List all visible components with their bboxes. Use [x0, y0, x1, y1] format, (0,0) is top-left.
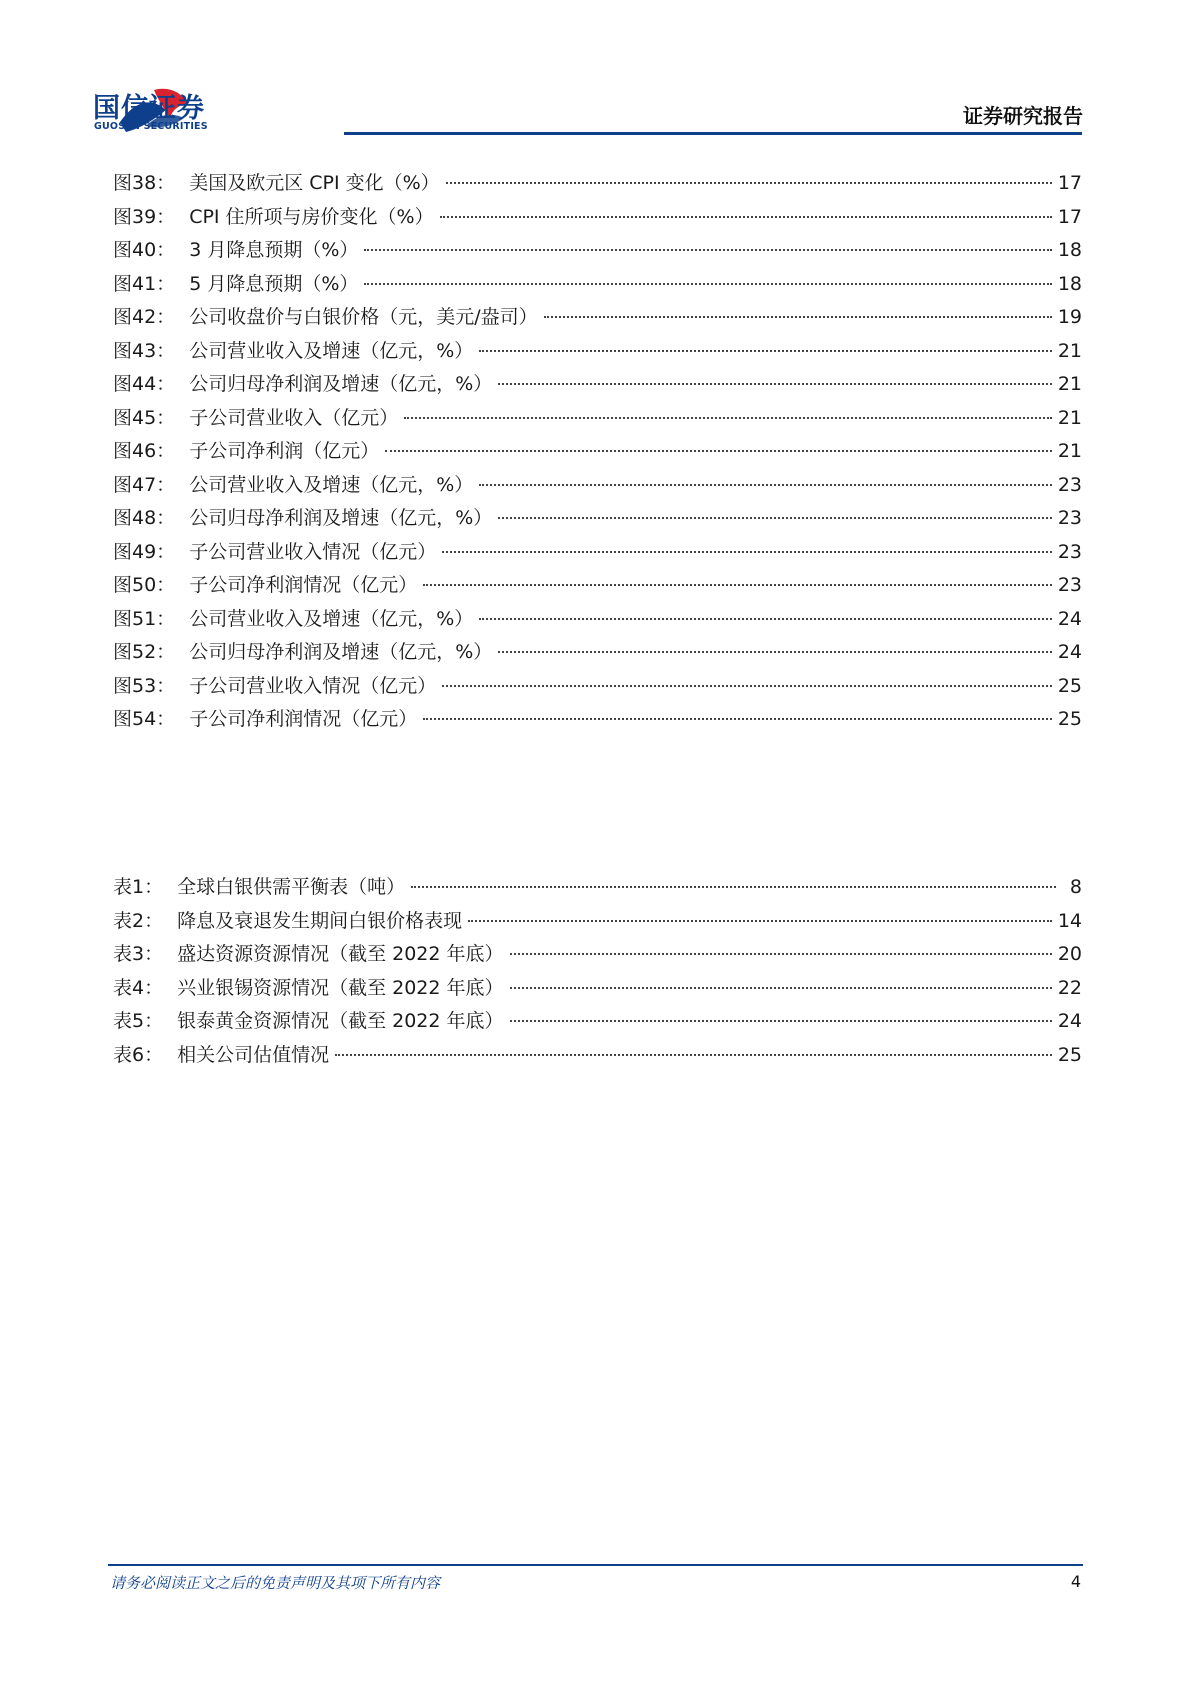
- toc-entry-title: 相关公司估值情况: [177, 1043, 330, 1066]
- toc-entry-page: 25: [1057, 1043, 1082, 1066]
- toc-entry-label: 图46：: [113, 440, 176, 462]
- toc-entry-title: 公司收盘价与白银价格（元，美元/盎司）: [189, 306, 538, 328]
- header-divider: [344, 132, 1082, 135]
- toc-dot-leader: [423, 718, 1052, 720]
- figure-toc-entry[interactable]: [113, 369, 1082, 403]
- toc-entry-page: 18: [1057, 272, 1082, 295]
- toc-dot-leader: [440, 216, 1052, 218]
- toc-entry-page: 23: [1057, 507, 1082, 529]
- toc-entry-title: 公司归母净利润及增速（亿元，%）: [189, 641, 493, 663]
- toc-entry-label: 图49：: [113, 540, 176, 563]
- toc-dot-leader: [446, 182, 1052, 184]
- toc-entry-page: 17: [1057, 205, 1082, 228]
- toc-entry-title: 公司归母净利润及增速（亿元，%）: [189, 507, 493, 529]
- toc-entry-label: 图44：: [113, 373, 176, 395]
- toc-entry-label: 图42：: [113, 306, 176, 328]
- toc-entry-label: 图39：: [113, 205, 176, 228]
- toc-entry-label: 表5：: [113, 1010, 164, 1032]
- toc-dot-leader: [498, 517, 1052, 519]
- toc-entry-page: 24: [1057, 607, 1082, 630]
- figure-toc-entry[interactable]: [113, 302, 1082, 336]
- toc-entry-label: 表2：: [113, 909, 164, 932]
- toc-dot-leader: [404, 417, 1052, 419]
- figures-toc-list: [113, 168, 1082, 738]
- toc-entry-title: 5 月降息预期（%）: [189, 272, 359, 295]
- toc-entry-label: 表3：: [113, 943, 164, 965]
- toc-entry-title: 子公司净利润（亿元）: [189, 440, 380, 462]
- tables-toc-list: [113, 872, 1082, 1073]
- toc-dot-leader: [442, 551, 1052, 553]
- footer-disclaimer: 请务必阅读正文之后的免责声明及其项下所有内容: [110, 1574, 441, 1592]
- toc-dot-leader: [479, 618, 1052, 620]
- toc-entry-title: 全球白银供需平衡表（吨）: [177, 876, 406, 898]
- toc-dot-leader: [468, 920, 1052, 922]
- toc-entry-label: 图51：: [113, 607, 176, 630]
- figure-toc-entry[interactable]: [113, 570, 1082, 604]
- toc-entry-page: 14: [1057, 909, 1082, 932]
- toc-entry-label: 图45：: [113, 406, 176, 429]
- toc-entry-title: 盛达资源资源情况（截至 2022 年底）: [177, 943, 504, 965]
- toc-entry-title: 公司营业收入及增速（亿元，%）: [189, 607, 474, 630]
- toc-entry-label: 图53：: [113, 674, 176, 697]
- table-toc-entry[interactable]: [113, 973, 1082, 1007]
- toc-dot-leader: [335, 1054, 1052, 1056]
- toc-entry-page: 19: [1057, 306, 1082, 328]
- toc-entry-label: 图52：: [113, 641, 176, 663]
- figure-toc-entry[interactable]: [113, 336, 1082, 370]
- toc-entry-title: CPI 住所项与房价变化（%）: [189, 205, 434, 228]
- toc-entry-label: 图38：: [113, 172, 176, 194]
- toc-entry-page: 25: [1057, 708, 1082, 730]
- toc-entry-page: 23: [1057, 540, 1082, 563]
- toc-entry-page: 17: [1057, 172, 1082, 194]
- toc-entry-title: 子公司营业收入（亿元）: [189, 406, 399, 429]
- toc-entry-title: 公司营业收入及增速（亿元，%）: [189, 339, 474, 362]
- toc-entry-label: 图40：: [113, 239, 176, 261]
- toc-entry-page: 21: [1057, 406, 1082, 429]
- toc-entry-title: 3 月降息预期（%）: [189, 239, 359, 261]
- toc-entry-page: 25: [1057, 674, 1082, 697]
- toc-entry-title: 银泰黄金资源情况（截至 2022 年底）: [177, 1010, 504, 1032]
- page-number: 4: [1070, 1572, 1081, 1591]
- figure-toc-entry[interactable]: [113, 269, 1082, 303]
- toc-dot-leader: [364, 249, 1051, 251]
- figure-toc-entry[interactable]: [113, 604, 1082, 638]
- figure-toc-entry[interactable]: [113, 235, 1082, 269]
- toc-entry-page: 20: [1057, 943, 1082, 965]
- toc-entry-title: 子公司营业收入情况（亿元）: [189, 674, 437, 697]
- footer-divider: [108, 1564, 1083, 1566]
- toc-entry-page: 23: [1057, 574, 1082, 596]
- toc-entry-page: 8: [1069, 876, 1082, 898]
- toc-entry-page: 23: [1057, 473, 1082, 496]
- toc-entry-label: 图50：: [113, 574, 176, 596]
- figure-toc-entry[interactable]: [113, 168, 1082, 202]
- toc-entry-label: 图47：: [113, 473, 176, 496]
- toc-entry-label: 表4：: [113, 976, 164, 999]
- toc-entry-page: 22: [1057, 976, 1082, 999]
- toc-entry-page: 21: [1057, 440, 1082, 462]
- table-toc-entry[interactable]: [113, 1006, 1082, 1040]
- toc-dot-leader: [510, 953, 1052, 955]
- figure-toc-entry[interactable]: [113, 470, 1082, 504]
- figure-toc-entry[interactable]: [113, 537, 1082, 571]
- toc-dot-leader: [442, 685, 1052, 687]
- toc-dot-leader: [479, 350, 1052, 352]
- toc-dot-leader: [510, 1020, 1052, 1022]
- figure-toc-entry[interactable]: [113, 637, 1082, 671]
- figure-toc-entry[interactable]: [113, 436, 1082, 470]
- toc-entry-title: 子公司营业收入情况（亿元）: [189, 540, 437, 563]
- table-toc-entry[interactable]: [113, 939, 1082, 973]
- toc-entry-title: 子公司净利润情况（亿元）: [189, 574, 418, 596]
- report-type-label: 证券研究报告: [963, 104, 1083, 128]
- toc-entry-page: 21: [1057, 339, 1082, 362]
- figure-toc-entry[interactable]: [113, 704, 1082, 738]
- toc-dot-leader: [544, 316, 1052, 318]
- logo-english-text: GUOSEN SECURITIES: [94, 121, 208, 132]
- figure-toc-entry[interactable]: [113, 403, 1082, 437]
- toc-dot-leader: [510, 987, 1052, 989]
- figure-toc-entry[interactable]: [113, 671, 1082, 705]
- logo-chinese-text: 国信证券: [93, 93, 205, 124]
- table-toc-entry[interactable]: [113, 872, 1082, 906]
- toc-entry-label: 表1：: [113, 876, 164, 898]
- table-toc-entry[interactable]: [113, 1040, 1082, 1074]
- toc-dot-leader: [479, 484, 1052, 486]
- toc-dot-leader: [411, 886, 1056, 888]
- page-header: [0, 0, 1191, 140]
- figure-toc-entry[interactable]: [113, 202, 1082, 236]
- toc-dot-leader: [364, 283, 1051, 285]
- toc-entry-label: 表6：: [113, 1043, 164, 1066]
- toc-entry-title: 子公司净利润情况（亿元）: [189, 708, 418, 730]
- toc-dot-leader: [423, 584, 1052, 586]
- toc-dot-leader: [498, 383, 1052, 385]
- toc-entry-title: 公司归母净利润及增速（亿元，%）: [189, 373, 493, 395]
- toc-dot-leader: [385, 450, 1052, 452]
- toc-entry-label: 图43：: [113, 339, 176, 362]
- toc-entry-title: 降息及衰退发生期间白银价格表现: [177, 909, 463, 932]
- toc-entry-page: 21: [1057, 373, 1082, 395]
- toc-entry-label: 图48：: [113, 507, 176, 529]
- toc-entry-label: 图54：: [113, 708, 176, 730]
- figure-toc-entry[interactable]: [113, 503, 1082, 537]
- toc-entry-title: 兴业银锡资源情况（截至 2022 年底）: [177, 976, 504, 999]
- toc-dot-leader: [498, 651, 1052, 653]
- table-toc-entry[interactable]: [113, 906, 1082, 940]
- toc-entry-label: 图41：: [113, 272, 176, 295]
- toc-entry-title: 公司营业收入及增速（亿元，%）: [189, 473, 474, 496]
- toc-entry-title: 美国及欧元区 CPI 变化（%）: [189, 172, 440, 194]
- toc-entry-page: 24: [1057, 1010, 1082, 1032]
- toc-entry-page: 18: [1057, 239, 1082, 261]
- toc-entry-page: 24: [1057, 641, 1082, 663]
